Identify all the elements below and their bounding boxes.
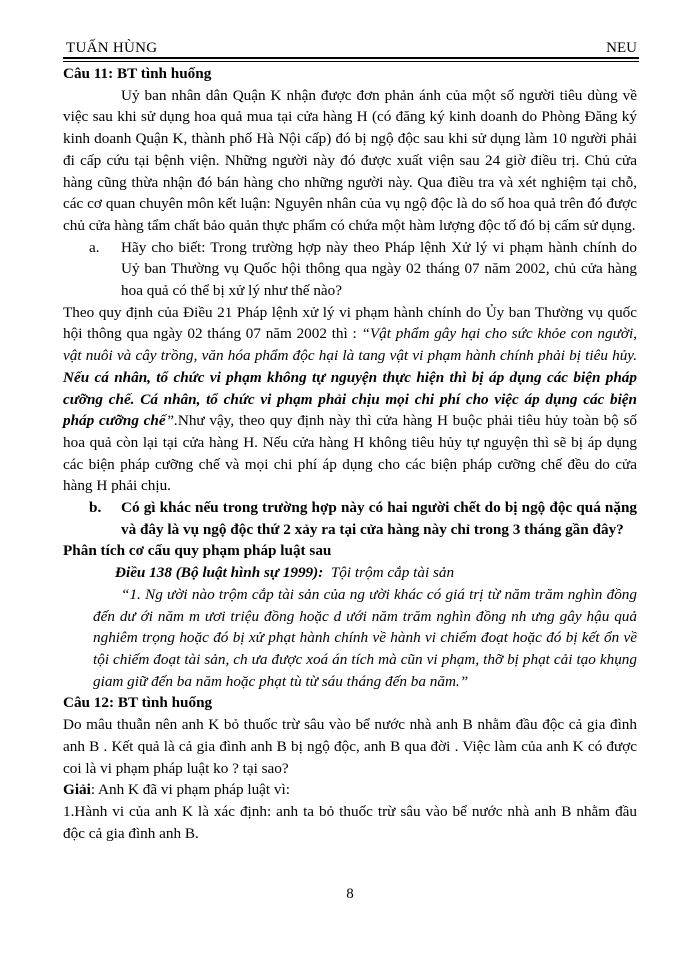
q11-answer-intro: Theo quy định của Điều 21 Pháp lệnh xử lý vi phạm hành chính do Ủy ban Thường vụ quốc hội thông qua ngày 02 tháng 07 năm 2002 thì : xyxy=(63,303,637,343)
q11-answer-rest: Như vậy, theo quy định này thì cửa hàng H buộc phải tiêu hủy toàn bộ số hoa quả còn lại tại cửa hàng H. Nếu cửa hàng H không tiêu hủy tự nguyện thì sẽ bị áp dụng các biện pháp cưỡng chế và mọi chi phí áp dụng cho các biện pháp cưỡng chế đều do cửa hàng H phải chịu. xyxy=(63,412,637,495)
page-number: 8 xyxy=(346,886,354,902)
header-school: NEU xyxy=(606,40,637,56)
q11-b-text: Có gì khác nếu trong trường hợp này có hai người chết do bị ngộ độc quá nặng và đây là vụ ngộ độc thứ 2 xảy ra tại cửa hàng này chỉ trong 3 tháng gần đây? xyxy=(121,499,637,538)
page-header xyxy=(66,37,637,59)
header-author: TUẤN HÙNG xyxy=(66,40,158,56)
q12-answer-text: : Anh K đã vi phạm pháp luật vì: xyxy=(90,781,290,799)
q12-title: Câu 12: BT tình huống xyxy=(63,694,213,712)
q11-b-marker: b. xyxy=(89,499,102,517)
law-text: “1. Ng ười nào trộm cắp tài sản của ng ười khác có giá trị từ năm trăm nghìn đồng đến dư ới năm m ươi triệu đồng hoặc d ưới năm trăm nghìn đồng nh ưng gây hậu quả nghiêm trọng hoặc đó bị xử phạt hành chính về hành vi chiếm đoạt hoặc đó bị kết ổn về tội chiếm đoạt tài sản, ch ưa được xoá án tích mà cũn vi phạm, thỡ bị phạt cải tạo khụng giam giữ đến ba năm hoặc phạt tù từ sáu tháng đến ba năm.” xyxy=(93,585,637,690)
q12-answer-label: Giải xyxy=(63,781,91,799)
law-ref: Điều 138 (Bộ luật hình sự 1999): xyxy=(115,564,324,582)
q11-answer-quote: “Vật phẩm gây hại cho sức khỏe con người, vật nuôi và cây trồng, văn hóa phẩm độc hại là tang vật vi phạm hành chính phải bị tiêu hủy. xyxy=(63,325,637,365)
q11-answer-quote-bold: Nếu cá nhân, tổ chức vi phạm không tự nguyện thực hiện thì bị áp dụng các biện pháp cưỡng chế. Cá nhân, tổ chức vi phạm phải chịu mọi chi phí cho việc áp dụng các biện pháp cưỡng chế xyxy=(63,368,637,430)
q11-situation: Uỷ ban nhân dân Quận K nhận được đơn phản ánh của một số người tiêu dùng về việc sau khi sử dụng hoa quả mua tại cửa hàng H (có đăng ký kinh doanh do Phòng Đăng ký kinh doanh Quận K, thành phố Hà Nội cấp) đó bị ngộ độc sau khi sử dụng làm 10 người phải đi cấp cứu tại bệnh viện. Những người này đó được xuất viện sau 24 giờ điều trị. Chủ cửa hàng cũng thừa nhận đó bán hàng cho những người này. Qua điều tra và xét nghiệm tại chỗ, các cơ quan chuyên môn kết luận: Nguyên nhân của vụ ngộ độc là do số hoa quả trên đó được chủ cửa hàng tẩm chất bảo quản thực phẩm có chứa một hàm lượng độc tố đó bị cấm sử dụng. xyxy=(63,86,637,234)
q11-a-text: Hãy cho biết: Trong trường hợp này theo Pháp lệnh Xử lý vi phạm hành chính do Uỷ ban Thường vụ Quốc hội thông qua ngày 02 tháng 07 năm 2002, chủ cửa hàng hoa quả có thể bị xử lý như thế nào? xyxy=(121,238,637,300)
q12-answer xyxy=(63,779,637,801)
header-rule xyxy=(63,57,639,59)
q12-situation: Do mâu thuẫn nên anh K bỏ thuốc trừ sâu vào bể nước nhà anh B nhằm đầu độc cả gia đình anh B . Kết quả là cả gia đình anh B bị ngộ độc, anh B qua đời . Việc làm của anh K có được coi là vi phạm pháp luật ko ? tại sao? xyxy=(63,716,637,777)
law-name: Tội trộm cắp tài sản xyxy=(330,564,455,582)
header-rule-thin xyxy=(63,61,639,62)
q11-question-b xyxy=(89,497,637,540)
q11-answer xyxy=(63,302,637,497)
q11-a-marker: a. xyxy=(89,238,100,256)
q11-question-a xyxy=(89,237,637,302)
law-heading xyxy=(115,562,637,584)
q11-answer-quote-close: ”. xyxy=(165,412,178,430)
q11-title: Câu 11: BT tình huống xyxy=(63,65,212,82)
page-content xyxy=(63,63,637,844)
analysis-title: Phân tích cơ cấu quy phạm pháp luật sau xyxy=(63,542,332,560)
q12-point-1: 1.Hành vi của anh K là xác định: anh ta bỏ thuốc trừ sâu vào bể nước nhà anh B nhằm đầu độc cả gia đình anh B. xyxy=(63,802,637,842)
